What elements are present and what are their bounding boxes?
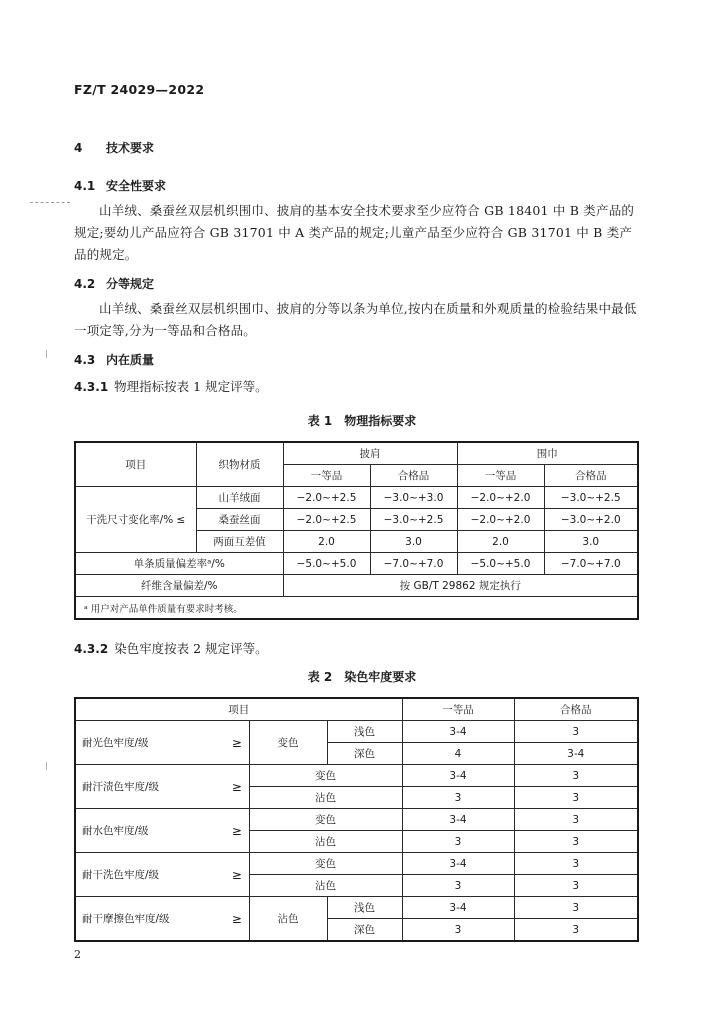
table-row <box>75 575 638 597</box>
value-cell: −3.0~+3.0 <box>370 487 457 509</box>
value-cell: 3 <box>514 919 638 942</box>
value-cell: 3 <box>402 787 514 809</box>
table-2-caption <box>0 668 724 685</box>
value-cell: 3 <box>402 875 514 897</box>
table-row <box>75 853 638 875</box>
section-number: 4 <box>74 141 83 155</box>
header-shawl: 披肩 <box>283 442 457 465</box>
shrinkage-label: 干洗尺寸变化率/% ≤ <box>75 487 196 553</box>
value-cell: −7.0~+7.0 <box>544 553 638 575</box>
scan-mark <box>30 202 70 204</box>
value-cell: 3 <box>514 787 638 809</box>
value-cell: 3-4 <box>402 897 514 919</box>
discoloration-label: 变色 <box>249 721 327 765</box>
ge-sign: ≥ <box>225 853 249 897</box>
mass-deviation-label: 单条质量偏差率ᵃ/% <box>75 553 283 575</box>
value-cell: 3-4 <box>402 809 514 831</box>
value-cell: 3 <box>514 831 638 853</box>
section-text: 物理指标按表 1 规定评等。 <box>114 379 268 394</box>
value-cell: 3 <box>514 897 638 919</box>
header-item: 项目 <box>75 698 402 721</box>
shade-label: 浅色 <box>327 897 402 919</box>
value-cell: 3 <box>402 831 514 853</box>
standard-code-header: FZ/T 24029—2022 <box>74 82 205 97</box>
value-cell: −2.0~+2.0 <box>457 509 544 531</box>
fiber-content-value: 按 GB/T 29862 规定执行 <box>283 575 638 597</box>
header-material: 织物材质 <box>196 442 283 487</box>
kind-label: 变色 <box>249 809 402 831</box>
section-4-3-2 <box>74 639 268 657</box>
value-cell: −2.0~+2.0 <box>457 487 544 509</box>
header-first-grade: 一等品 <box>402 698 514 721</box>
material-cell: 山羊绒面 <box>196 487 283 509</box>
section-title: 分等规定 <box>106 277 155 291</box>
water-fastness-label: 耐水色牢度/级 <box>75 809 225 853</box>
kind-label: 沾色 <box>249 787 402 809</box>
section-text: 染色牢度按表 2 规定评等。 <box>114 641 268 656</box>
section-number: 4.1 <box>74 179 96 193</box>
section-4-3-heading <box>74 351 154 368</box>
table-row <box>75 553 638 575</box>
value-cell: 3 <box>514 853 638 875</box>
section-number: 4.3 <box>74 353 96 367</box>
ge-sign: ≥ <box>225 721 249 765</box>
header-scarf: 围巾 <box>457 442 638 465</box>
value-cell: 3 <box>402 919 514 942</box>
value-cell: 3-4 <box>514 743 638 765</box>
dryclean-fastness-label: 耐干洗色牢度/级 <box>75 853 225 897</box>
fiber-content-label: 纤维含量偏差/% <box>75 575 283 597</box>
value-cell: −3.0~+2.0 <box>544 509 638 531</box>
header-item: 项目 <box>75 442 196 487</box>
section-title: 安全性要求 <box>106 179 167 193</box>
value-cell: 3-4 <box>402 853 514 875</box>
table-row <box>75 809 638 831</box>
value-cell: 3-4 <box>402 721 514 743</box>
value-cell: −7.0~+7.0 <box>370 553 457 575</box>
table-footnote: ᵃ 用户对产品单件质量有要求时考核。 <box>75 597 638 620</box>
kind-label: 变色 <box>249 765 402 787</box>
shade-label: 深色 <box>327 743 402 765</box>
value-cell: 3 <box>514 875 638 897</box>
table-row <box>75 765 638 787</box>
header-qualified: 合格品 <box>370 465 457 487</box>
material-cell: 两面互差值 <box>196 531 283 553</box>
material-cell: 桑蚕丝面 <box>196 509 283 531</box>
staining-label: 沾色 <box>249 897 327 942</box>
caption-number: 表 2 <box>307 670 333 684</box>
section-number: 4.3.2 <box>74 642 109 656</box>
section-title: 内在质量 <box>106 353 155 367</box>
value-cell: 4 <box>402 743 514 765</box>
header-first-grade: 一等品 <box>457 465 544 487</box>
kind-label: 变色 <box>249 853 402 875</box>
rub-fastness-label: 耐干摩擦色牢度/级 <box>75 897 225 942</box>
value-cell: −5.0~+5.0 <box>283 553 370 575</box>
table-row <box>75 721 638 743</box>
header-qualified: 合格品 <box>514 698 638 721</box>
value-cell: 3.0 <box>370 531 457 553</box>
section-number: 4.2 <box>74 277 96 291</box>
value-cell: −5.0~+5.0 <box>457 553 544 575</box>
value-cell: 2.0 <box>283 531 370 553</box>
table-1-caption <box>0 412 724 429</box>
section-4-1-heading <box>74 177 166 194</box>
table-note-row <box>75 597 638 620</box>
ge-sign: ≥ <box>225 897 249 942</box>
value-cell: −2.0~+2.5 <box>283 509 370 531</box>
color-fastness-table <box>74 697 639 942</box>
ge-sign: ≥ <box>225 765 249 809</box>
caption-title: 染色牢度要求 <box>344 670 417 684</box>
value-cell: 3 <box>514 809 638 831</box>
value-cell: −3.0~+2.5 <box>544 487 638 509</box>
section-4-3-1 <box>74 377 268 395</box>
caption-number: 表 1 <box>307 414 333 428</box>
ge-sign: ≥ <box>225 809 249 853</box>
value-cell: −2.0~+2.5 <box>283 487 370 509</box>
kind-label: 沾色 <box>249 875 402 897</box>
sweat-fastness-label: 耐汗渍色牢度/级 <box>75 765 225 809</box>
shade-label: 深色 <box>327 919 402 942</box>
value-cell: 3 <box>514 765 638 787</box>
section-4-2-text: 山羊绒、桑蚕丝双层机织围巾、披肩的分等以条为单位,按内在质量和外观质量的检验结果中最低一项定等,分为一等品和合格品。 <box>74 301 637 338</box>
value-cell: 3 <box>514 721 638 743</box>
section-title: 技术要求 <box>106 141 155 155</box>
section-4-1-text: 山羊绒、桑蚕丝双层机织围巾、披肩的基本安全技术要求至少应符合 GB 18401 中 B 类产品的规定;要幼儿产品应符合 GB 31701 中 A 类产品的规定;儿童产品至少应符合 GB 31701 中 B 类产品的规定。 <box>74 203 635 262</box>
physical-index-table <box>74 441 639 620</box>
value-cell: 3.0 <box>544 531 638 553</box>
scan-dot <box>46 350 47 358</box>
scan-dot <box>46 762 47 770</box>
header-first-grade: 一等品 <box>283 465 370 487</box>
value-cell: 3-4 <box>402 765 514 787</box>
shade-label: 浅色 <box>327 721 402 743</box>
value-cell: −3.0~+2.5 <box>370 509 457 531</box>
section-4-heading <box>74 139 154 156</box>
header-qualified: 合格品 <box>544 465 638 487</box>
page-number: 2 <box>74 948 81 961</box>
section-number: 4.3.1 <box>74 380 109 394</box>
table-row <box>75 897 638 919</box>
section-4-2-heading <box>74 275 154 292</box>
value-cell: 2.0 <box>457 531 544 553</box>
caption-title: 物理指标要求 <box>344 414 417 428</box>
light-fastness-label: 耐光色牢度/级 <box>75 721 225 765</box>
kind-label: 沾色 <box>249 831 402 853</box>
table-row <box>75 487 638 509</box>
